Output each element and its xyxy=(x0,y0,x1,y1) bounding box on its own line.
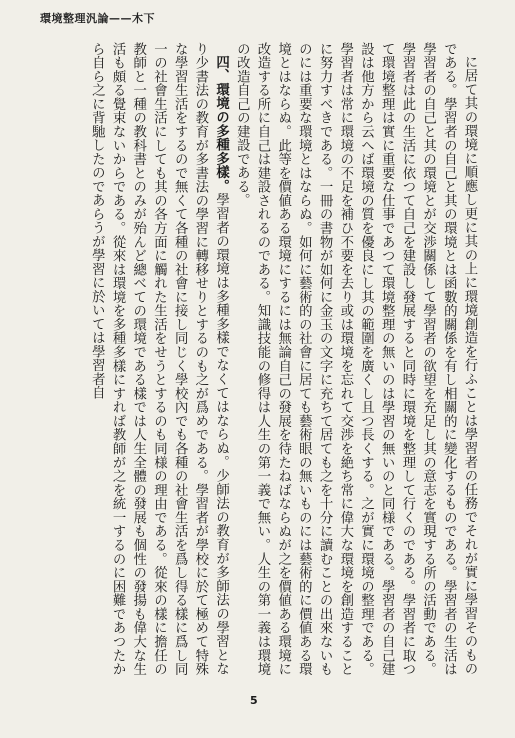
section-number: 四、 xyxy=(213,55,229,83)
section-paragraph xyxy=(86,42,231,676)
page-number: 5 xyxy=(250,694,258,707)
running-head: 環境整理汎論——木下 xyxy=(40,12,155,25)
vertical-text-block xyxy=(34,42,479,676)
body-paragraph: に居て其の環境に順應し更に其の上に環境創造を行ふことは學習者の任務でそれが實に學習そのものである。學習者の自己と其の環境とは函數的關係を有し相關的に變化するものである。學習者の生活は學習者の自己と其の環境とが交渉關係して學習者の欲望を充足し其の意志を實現する所の活動である。學習者は此の生活に依つて自己を建設し發展すると同時に環境を整理して行くのである。學習者に取つて環境整理は實に重要な仕事であつて環境整理の無いのは學習の無いのと同様である。學習者の自己建設は他方から云へば環境の質を優良にし其の範圍を廣くし且つ長くする。之が實に環境の整理である。學習者は常に環境の不足を補ひ不要を去り或は環境を忘れて交渉を絶ち常に偉大な環境を創造することに努力すべきである。一冊の書物が如何に金玉の文字に充ちて居ても之を十分に讀むことの出來ないものには重要な環境とはならぬ。如何に藝術的の社會に居ても藝術眼の無いものには藝術的に價値ある環境とはならぬ。此等を價値ある環境にするには無論自己の發展を待たねばならぬが之を價値ある環境に改造する所に自己は建設されるのである。知識技能の修得は人生の第一義で無い。人生の第一義は環境の改造自己の建設である。 xyxy=(234,42,477,676)
section-body: 學習者の環境は多種多樣でなくてはならぬ。少師法の教育が多師法の學習となり少書法の教育が多書法の學習に轉移せりとするのも之が爲めである。學習者が學校に於て極めて特殊な學習生活をするので無くて各種の社會に接し同じく學校內でも各種の社會生活を爲し得る樣に爲し同一の社會生活にしても其の各方面に觸れた生活をせうとするのも同様の理由である。從來の樣に擔任の教師と一種の教科書とのみが殆んど總べての環境である樣では人生全體の發展も個性の發揚も偉大な生活も頗る覺束ないからである。從來は環境を多種多樣にすれば教師が之を統一するのに困難であつたから自ら之に背馳したのであらうが學習に於いては學習者自 xyxy=(89,42,229,677)
section-title: 環境の多種多樣。 xyxy=(213,82,229,194)
